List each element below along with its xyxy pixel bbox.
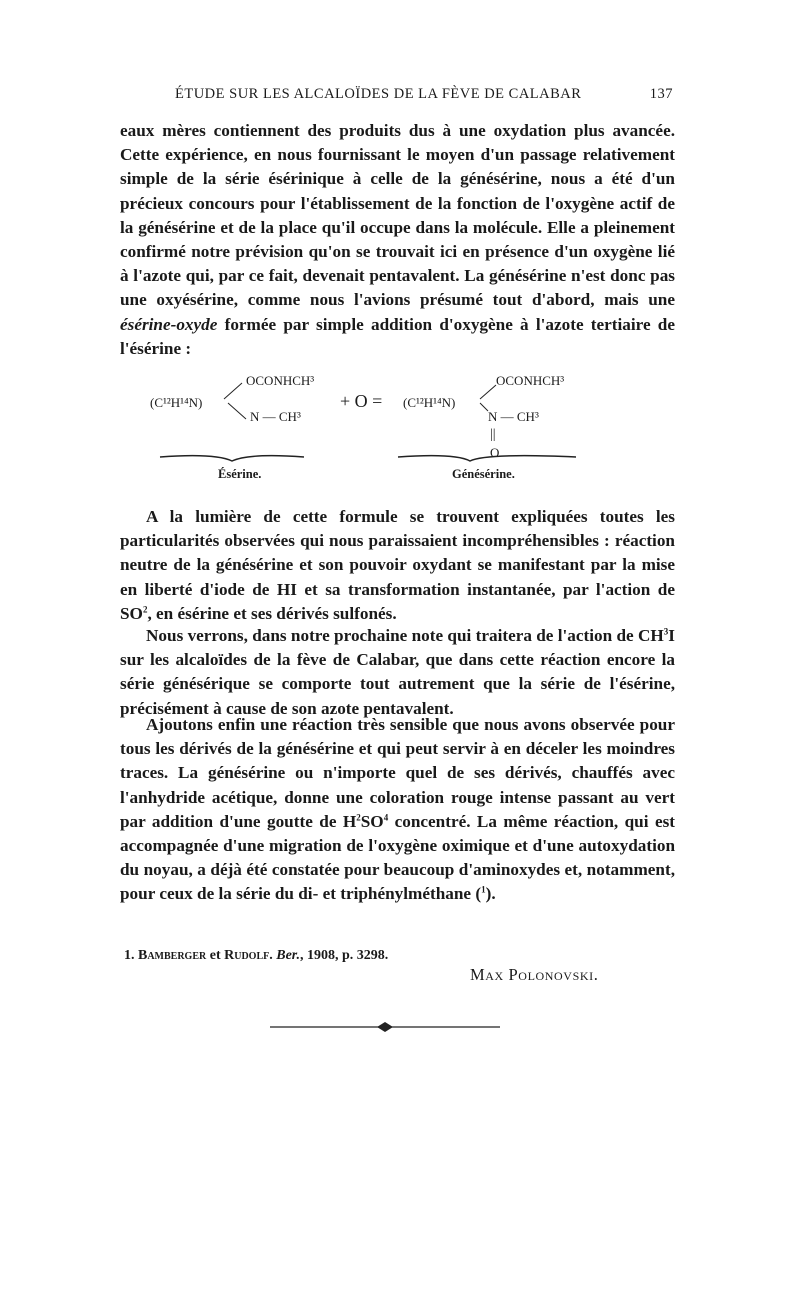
paragraph-4-text-d: ).	[485, 884, 496, 904]
paragraph-1-text-a: eaux mères contiennent des produits dus à une oxydation plus avancée. Cette expérience, en nous fournissant le moyen d'un passage relativement simple de la série ésérinique à celle de la génésérine, nous a été d'un précieux concours pour l'établissement de la fonction de l'oxygène actif de la génésérine et de la place qu'il occupe dans la molécule. Elle a pleinement confirmé notre prévision qu'on se trouvait ici en présence d'un oxygène lié à l'azote qui, par ce fait, devenait pentavalent. La génésérine n'est donc pas une oxyésérine, comme nous l'avions présumé tout d'abord, mais une	[120, 121, 675, 310]
formula-right-core: (C¹²H¹⁴N)	[403, 395, 456, 410]
formula-left-top: OCONHCH³	[246, 373, 315, 388]
paragraph-4-text-b: SO	[360, 811, 384, 831]
paragraph-4-sup-2: 4	[383, 812, 389, 823]
brace-right	[398, 456, 576, 461]
page-number: 137	[649, 86, 673, 102]
footnote-author-1: Bamberger	[138, 948, 207, 963]
paragraph-4-sup-1: 2	[356, 812, 361, 823]
author-signature: Max Polonovski.	[470, 965, 599, 984]
formula-right-top: OCONHCH³	[496, 373, 565, 388]
paragraph-3-text-a: Nous verrons, dans notre prochaine note qui traitera de l'action de CH	[146, 626, 664, 645]
running-title: ÉTUDE SUR LES ALCALOÏDES DE LA FÈVE DE CALABAR	[175, 86, 582, 102]
footnote	[124, 948, 388, 964]
end-ornament-rule	[270, 1020, 500, 1034]
bond-left-upper	[224, 383, 242, 399]
footnote-ref-text: , 1908, p. 3298.	[299, 948, 389, 963]
formula-left-bottom: N — CH³	[250, 409, 301, 424]
caption-geneserine: Génésérine.	[452, 467, 515, 481]
caption-eserine: Ésérine.	[218, 467, 262, 481]
paragraph-2	[120, 505, 675, 626]
paragraph-3-text-b: I sur les alcaloïdes de la fève de Calabar, que dans cette réaction encore la série génésérique se comporte tout autrement que la série de l'ésérine, précisément à cause de son azote pentavalent.	[120, 626, 675, 718]
chemical-formula	[120, 365, 680, 485]
paragraph-1-italic-term: ésérine-oxyde	[120, 314, 218, 334]
formula-oxygen: O	[490, 445, 500, 460]
paragraph-4-text-c: concentré. La même réaction, qui est accompagnée d'une migration de l'oxygène oximique et d'une autoxydation du noyau, a déjà été constatée pour beaucoup d'aminoxydes et, notamment, pour ceux de la série du di- et triphénylméthane (	[120, 811, 675, 904]
formula-right-bottom: N — CH³	[488, 409, 539, 424]
paragraph-2-text-b: , en ésérine et ses dérivés sulfonés.	[147, 603, 397, 623]
footnote-author-2: Rudolf.	[224, 948, 273, 963]
formula-left-core: (C¹²H¹⁴N)	[150, 395, 203, 410]
bond-right-lower	[480, 403, 488, 411]
paragraph-2-text-a: A la lumière de cette formule se trouvent expliquées toutes les particularités observées qui nous paraissaient incompréhensibles : réaction neutre de la génésérine et son pouvoir oxydant se manifestant par la mise en liberté d'iode de HI et sa transformation instantanée, par l'action de SO	[120, 507, 675, 623]
footnote-number: 1.	[124, 948, 135, 963]
paragraph-2-sup: 2	[142, 604, 148, 615]
formula-bonds	[120, 365, 680, 485]
brace-left	[160, 456, 304, 461]
formula-double-bond: ||	[490, 427, 496, 442]
footnote-journal: Ber.	[276, 948, 300, 963]
paragraph-4-text-a: Ajoutons enfin une réaction très sensible que nous avons observée pour tous les dérivés de la génésérine et qui peut servir à en déceler les moindres traces. La génésérine ou n'importe quel de ses dérivés, chauffés avec l'anhydride acétique, donne une coloration rouge intense passant au vert par addition d'une goutte de H	[120, 715, 675, 831]
footnote-conj: et	[209, 948, 221, 963]
paragraph-3-sup: 3	[663, 626, 669, 637]
footnote-ref[interactable]: 1	[481, 884, 486, 895]
paragraph-1	[120, 119, 675, 361]
paragraph-1-text-b: formée par simple addition d'oxygène à l'azote tertiaire de l'ésérine :	[120, 314, 675, 358]
bond-left-lower	[228, 403, 246, 419]
bond-right-upper	[480, 385, 496, 399]
formula-plus-equals: + O =	[340, 391, 383, 411]
paragraph-4	[120, 713, 675, 907]
paragraph-3	[120, 624, 675, 721]
ornament-diamond-icon	[377, 1022, 393, 1032]
